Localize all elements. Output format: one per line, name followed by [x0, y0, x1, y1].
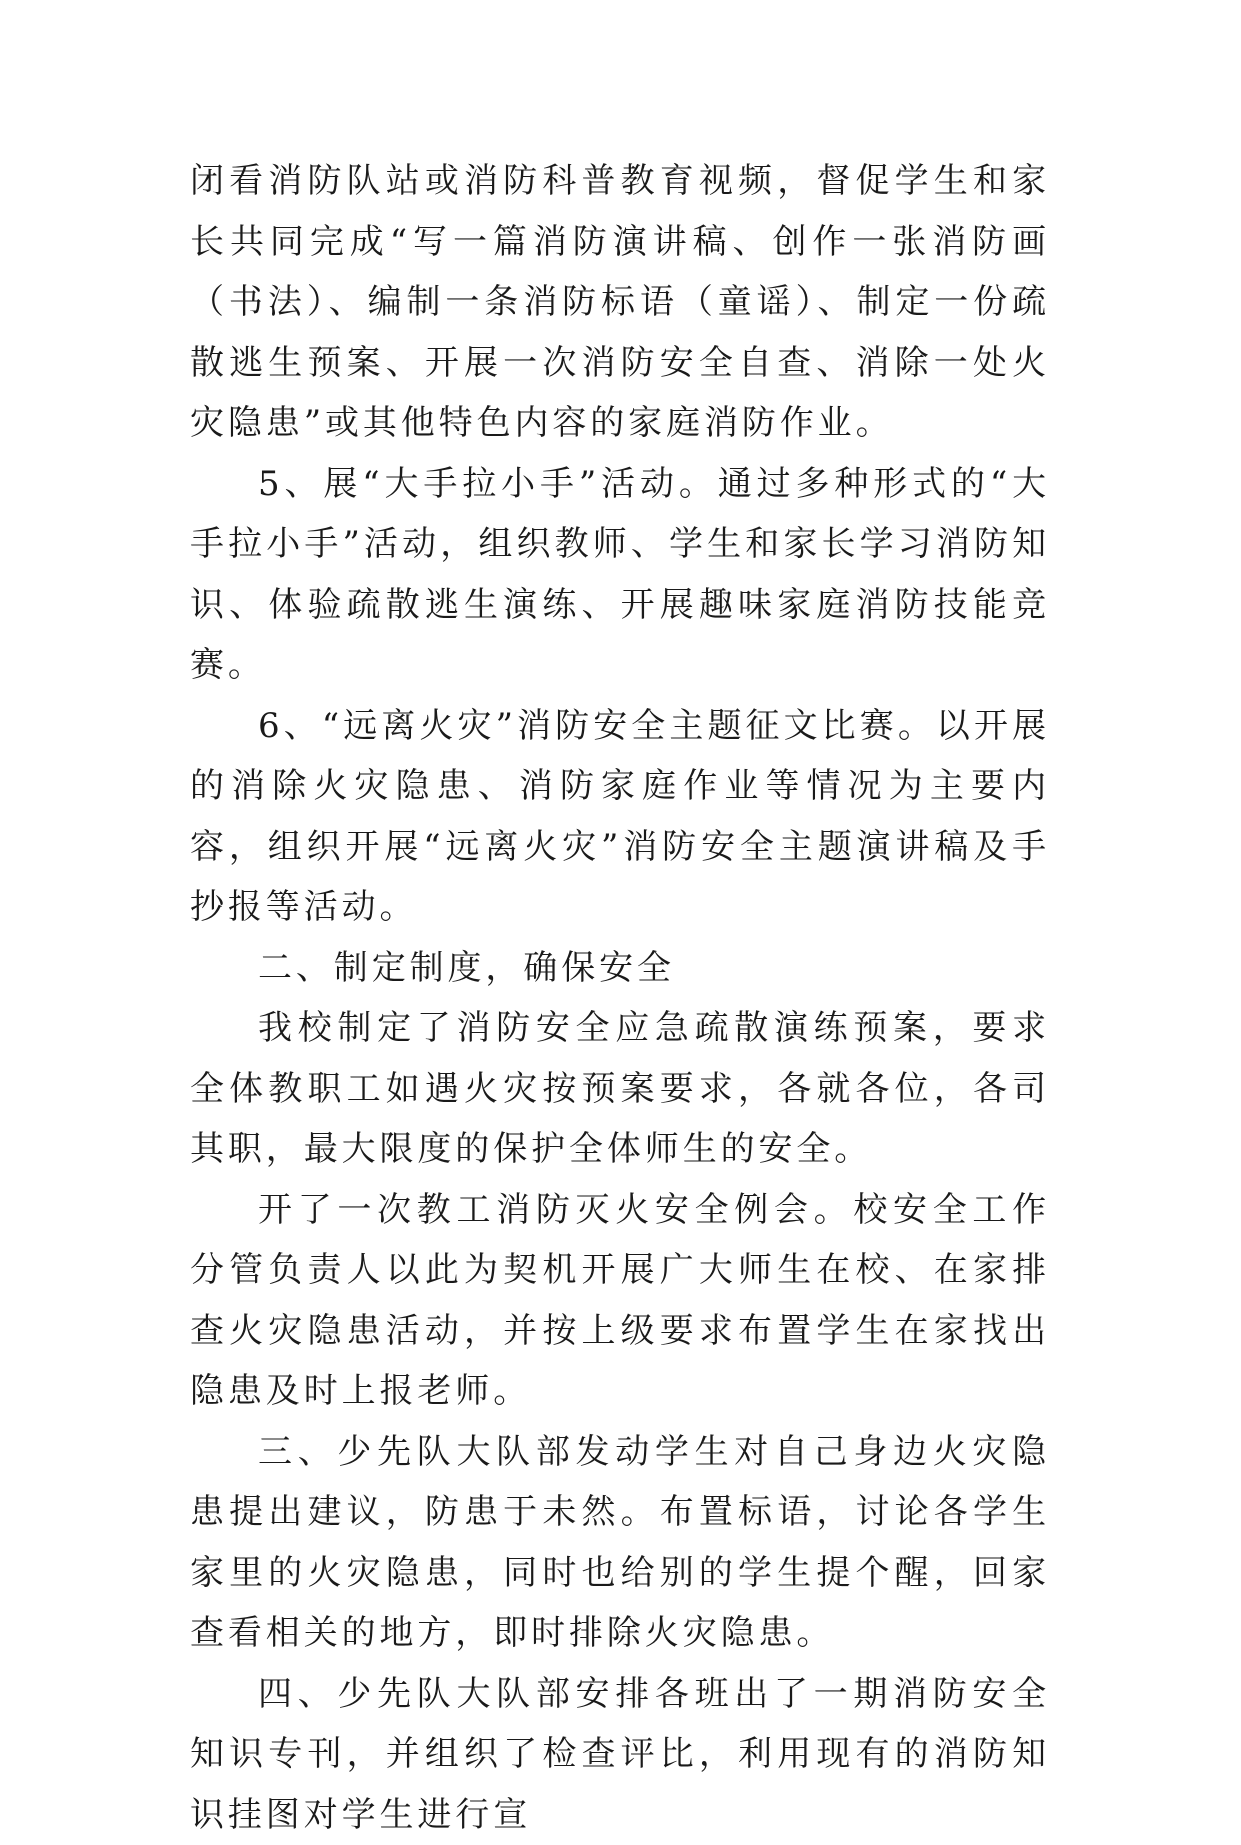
section-2-paragraph-2: 开了一次教工消防灭火安全例会。校安全工作分管负责人以此为契机开展广大师生在校、在家排查火灾隐患活动，并按上级要求布置学生在家找出隐患及时上报老师。: [190, 1180, 1050, 1422]
section-2-heading: 二、制定制度，确保安全: [190, 938, 1050, 999]
paragraph-item-6: 6、“远离火灾”消防安全主题征文比赛。以开展的消除火灾隐患、消防家庭作业等情况为主要内容，组织开展“远离火灾”消防安全主题演讲稿及手抄报等活动。: [190, 696, 1050, 938]
paragraph-item-5: 5、展“大手拉小手”活动。通过多种形式的“大手拉小手”活动，组织教师、学生和家长学习消防知识、体验疏散逃生演练、开展趣味家庭消防技能竞赛。: [190, 454, 1050, 696]
section-4-paragraph: 四、少先队大队部安排各班出了一期消防安全知识专刊，并组织了检查评比，利用现有的消防知识挂图对学生进行宣: [190, 1664, 1050, 1845]
section-2-paragraph-1: 我校制定了消防安全应急疏散演练预案，要求全体教职工如遇火灾按预案要求，各就各位，各司其职，最大限度的保护全体师生的安全。: [190, 998, 1050, 1180]
document-body: [190, 151, 1050, 1845]
section-3-paragraph: 三、少先队大队部发动学生对自己身边火灾隐患提出建议，防患于未然。布置标语，讨论各学生家里的火灾隐患，同时也给别的学生提个醒，回家查看相关的地方，即时排除火灾隐患。: [190, 1422, 1050, 1664]
paragraph-continuation: 闭看消防队站或消防科普教育视频，督促学生和家长共同完成“写一篇消防演讲稿、创作一张消防画（书法）、编制一条消防标语（童谣）、制定一份疏散逃生预案、开展一次消防安全自查、消除一处火灾隐患”或其他特色内容的家庭消防作业。: [190, 151, 1050, 454]
